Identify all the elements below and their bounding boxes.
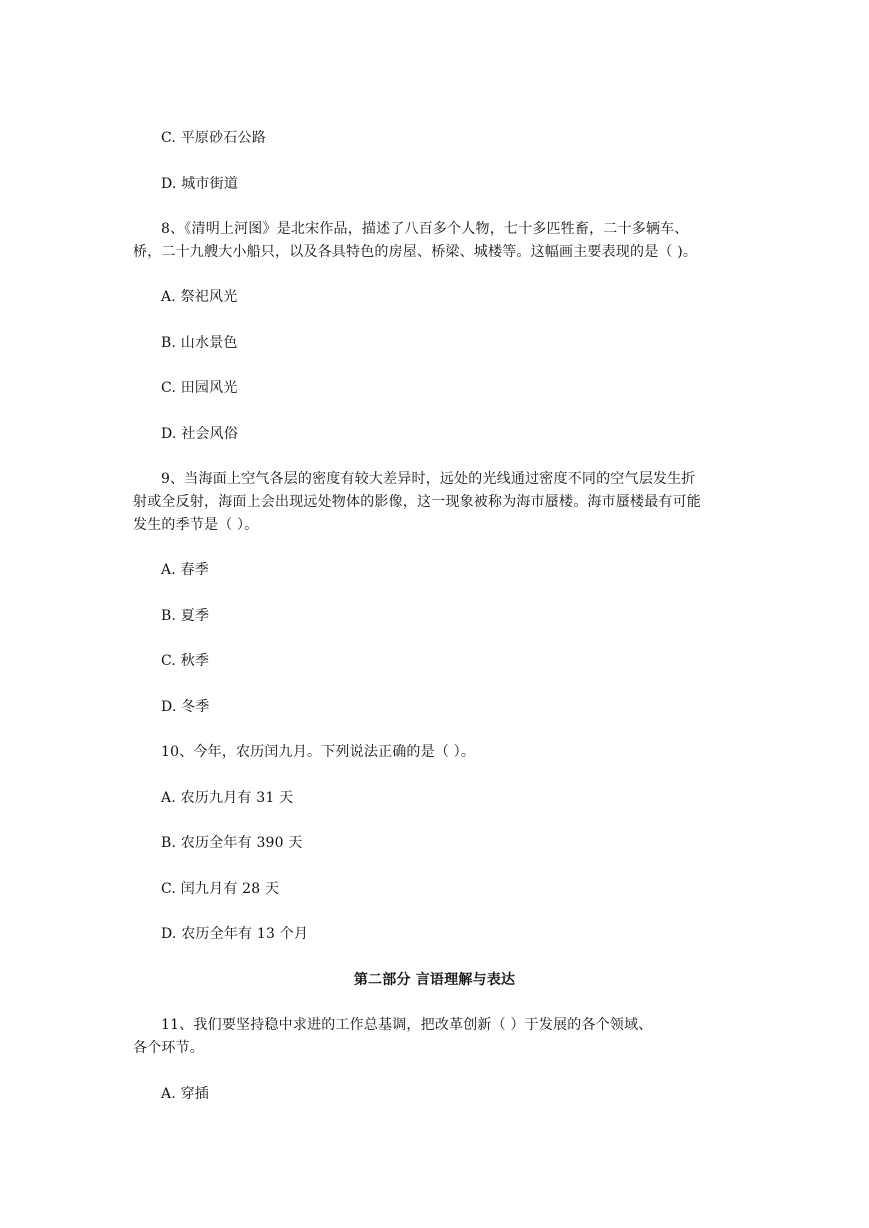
option-7d: D. 城市街道	[161, 176, 239, 192]
question-9-line-3: 发生的季节是（ ）。	[133, 517, 259, 533]
question-11-line-2: 各个环节。	[133, 1040, 204, 1056]
question-11-line-1: 11、我们要坚持稳中求进的工作总基调，把改革创新（ ）于发展的各个领域、	[161, 1017, 653, 1033]
option-9b: B. 夏季	[161, 608, 210, 624]
question-10-line-1: 10、今年，农历闰九月。下列说法正确的是（ ）。	[161, 744, 476, 760]
question-8-line-2: 桥，二十九艘大小船只，以及各具特色的房屋、桥梁、城楼等。这幅画主要表现的是（ )。	[133, 244, 698, 260]
question-9-line-2: 射或全反射，海面上会出现远处物体的影像，这一现象被称为海市蜃楼。海市蜃楼最有可能	[133, 494, 701, 510]
option-9a: A. 春季	[161, 562, 210, 578]
option-10d: D. 农历全年有 13 个月	[161, 926, 309, 942]
option-7c: C. 平原砂石公路	[161, 130, 266, 146]
option-8d: D. 社会风俗	[161, 426, 239, 442]
option-9d: D. 冬季	[161, 699, 210, 715]
option-9c: C. 秋季	[161, 653, 210, 669]
option-8b: B. 山水景色	[161, 335, 238, 351]
option-10a: A. 农历九月有 31 天	[161, 790, 294, 806]
option-10c: C. 闰九月有 28 天	[161, 881, 280, 897]
option-10b: B. 农历全年有 390 天	[161, 835, 303, 851]
option-8c: C. 田园风光	[161, 380, 238, 396]
question-8-line-1: 8、《清明上河图》是北宋作品，描述了八百多个人物，七十多匹牲畜，二十多辆车、	[161, 221, 689, 237]
option-11a: A. 穿插	[161, 1086, 210, 1102]
option-8a: A. 祭祀风光	[161, 289, 238, 305]
question-9-line-1: 9、当海面上空气各层的密度有较大差异时，远处的光线通过密度不同的空气层发生折	[161, 471, 696, 487]
section-title: 第二部分 言语理解与表达	[353, 972, 516, 988]
